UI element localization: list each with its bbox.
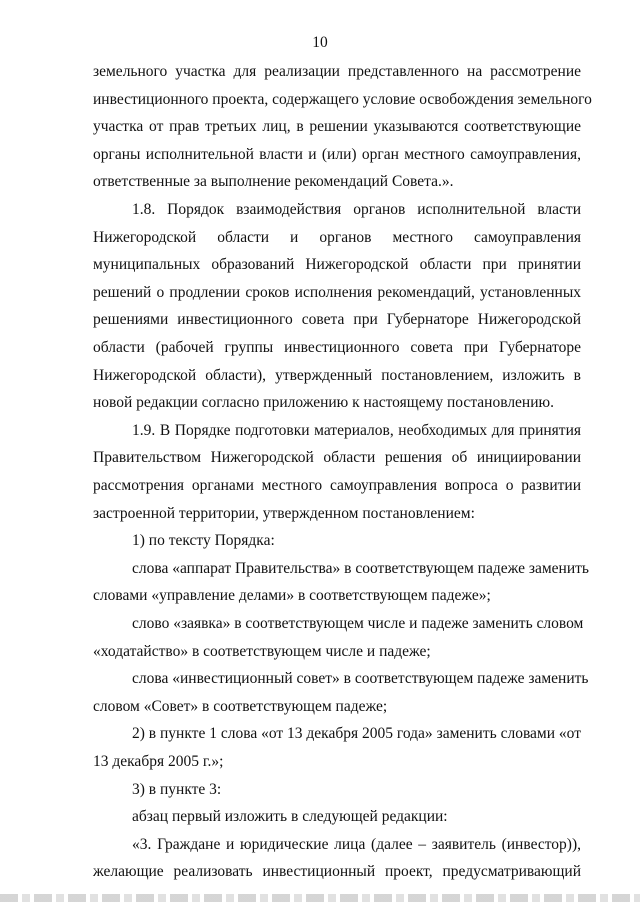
text-line: решениями инвестиционного совета при Губернаторе Нижегородской — [93, 311, 581, 329]
text-line: новой редакции согласно приложению к настоящему постановлению. — [93, 394, 554, 412]
text-line: органы исполнительной власти и (или) орган местного самоуправления, — [93, 145, 581, 163]
text-line: абзац первый изложить в следующей редакции: — [132, 808, 448, 826]
text-line: 1.8. Порядок взаимодействия органов исполнительной власти — [132, 201, 581, 218]
text-line: слова «аппарат Правительства» в соответствующем падеже заменить — [132, 559, 589, 577]
text-line: слово «заявка» в соответствующем числе и падеже заменить словом — [132, 615, 584, 632]
text-line: решений о продлении сроков исполнения рекомендаций, установленных — [93, 283, 581, 301]
text-line: 3) в пункте 3: — [132, 780, 222, 798]
text-line: области (рабочей группы инвестиционного совета при Губернаторе — [93, 339, 581, 356]
text-line: Правительством Нижегородской области решения об инициировании — [93, 449, 581, 467]
page-number: 10 — [312, 34, 328, 51]
text-line: Нижегородской области), утвержденный постановлением, изложить в — [93, 366, 581, 384]
text-line: «3. Граждане и юридические лица (далее – заявитель (инвестор)), — [132, 835, 581, 853]
text-line: инвестиционного проекта, содержащего условие освобождения земельного — [93, 90, 592, 108]
text-line: муниципальных образований Нижегородской области при принятии — [93, 256, 581, 274]
text-line: желающие реализовать инвестиционный проект, предусматривающий — [93, 863, 581, 881]
text-line: «ходатайство» в соответствующем числе и падеже; — [93, 642, 431, 660]
text-line: 1) по тексту Порядка: — [132, 532, 275, 550]
text-line: рассмотрения органами местного самоуправления вопроса о развитии — [93, 477, 581, 494]
text-line: застроенной территории, утвержденном постановлением: — [93, 504, 475, 522]
text-line: земельного участка для реализации представленного на рассмотрение — [93, 63, 581, 80]
text-line: 2) в пункте 1 слова «от 13 декабря 2005 года» заменить словами «от — [132, 725, 581, 743]
text-line: 13 декабря 2005 г.»; — [93, 753, 224, 770]
text-line: участка от прав третьих лиц, в решении указываются соответствующие — [93, 118, 581, 136]
text-line: словами «управление делами» в соответствующем падеже»; — [93, 587, 491, 605]
text-line: ответственные за выполнение рекомендаций Совета.». — [93, 173, 454, 191]
text-line: 1.9. В Порядке подготовки материалов, необходимых для принятия — [132, 421, 581, 439]
scan-artifact — [0, 894, 640, 902]
text-line: слова «инвестиционный совет» в соответствующем падеже заменить — [132, 670, 589, 688]
text-line: Нижегородской области и органов местного самоуправления — [93, 228, 581, 246]
text-line: словом «Совет» в соответствующем падеже; — [93, 697, 388, 715]
